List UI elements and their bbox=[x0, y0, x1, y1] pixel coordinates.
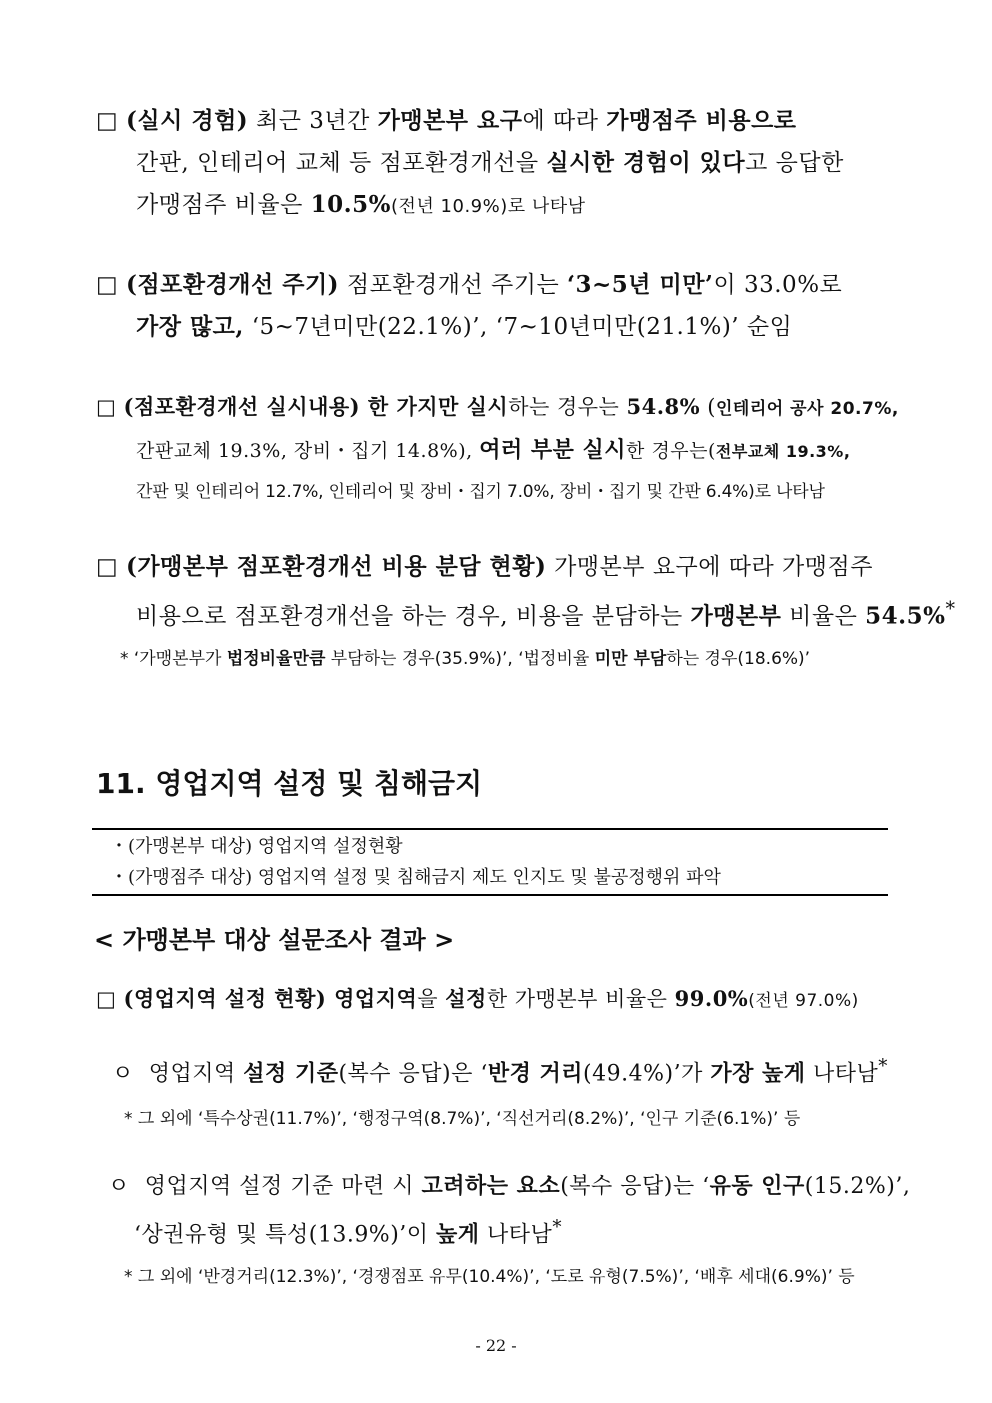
text: (15.2%)’, bbox=[804, 1174, 911, 1199]
topic-label: (영업지역 설정 현황) 영업지역 bbox=[123, 986, 418, 1011]
emphasis: 가장 많고, bbox=[136, 313, 244, 340]
section-title: 11. 영업지역 설정 및 침해금지 bbox=[96, 767, 483, 800]
emphasis: 99.0% bbox=[674, 986, 749, 1011]
text: 이 33.0%로 bbox=[713, 272, 843, 298]
text: 간판, 인테리어 교체 등 점포환경개선을 bbox=[136, 150, 547, 176]
text: (49.4%)’가 bbox=[583, 1061, 711, 1087]
text: 하는 경우(18.6%)’ bbox=[666, 649, 811, 669]
footnote-cost-sharing bbox=[120, 644, 810, 674]
paragraph-line bbox=[96, 546, 906, 588]
paragraph-line bbox=[96, 100, 906, 142]
text: 간판교체 19.3%, 장비・집기 14.8%), bbox=[136, 440, 480, 462]
text: 고 응답한 bbox=[745, 150, 844, 176]
checkbox-marker: □ bbox=[96, 272, 119, 298]
paragraph-line bbox=[96, 306, 906, 348]
emphasis: 전부교체 19.3%, bbox=[715, 442, 851, 461]
bullet-marker: ㅇ bbox=[108, 1174, 130, 1199]
paragraph-improvement-cycle bbox=[96, 264, 906, 348]
emphasis: 미만 부담 bbox=[594, 649, 667, 669]
emphasis: 법정비율만큼 bbox=[226, 649, 326, 669]
topic-label: (가맹본부 점포환경개선 비용 분담 현황) bbox=[126, 553, 547, 580]
emphasis: 설정 bbox=[445, 986, 487, 1011]
checkbox-marker: □ bbox=[96, 554, 119, 580]
paragraph-line bbox=[96, 142, 906, 184]
text: 점포환경개선 주기는 bbox=[339, 272, 567, 298]
text: 하는 경우는 bbox=[508, 395, 627, 419]
text: 나타남 bbox=[479, 1222, 553, 1248]
topic-label: (점포환경개선 실시내용) 한 가지만 실시 bbox=[123, 394, 509, 419]
paragraph-line bbox=[96, 264, 906, 306]
page-number: - 22 - bbox=[475, 1336, 517, 1355]
footnote-mark: * bbox=[878, 1056, 888, 1077]
text: ( bbox=[700, 395, 716, 419]
topic-label: (점포환경개선 주기) bbox=[126, 271, 340, 298]
emphasis: 54.5% bbox=[865, 602, 946, 630]
paragraph-line bbox=[96, 978, 906, 1022]
emphasis: 반경 거리 bbox=[487, 1060, 584, 1087]
text: ‘5~7년미만(22.1%)’, ‘7~10년미만(21.1%)’ 순임 bbox=[243, 314, 793, 340]
emphasis: 실시한 경험이 있다 bbox=[546, 149, 746, 176]
topic-label: (실시 경험) bbox=[126, 107, 249, 134]
survey-subheading: < 가맹본부 대상 설문조사 결과 > bbox=[94, 926, 455, 954]
text: ‘상권유형 및 특성(13.9%)’이 bbox=[134, 1222, 437, 1248]
emphasis: 가맹점주 비용으로 bbox=[606, 107, 797, 134]
footnote-setting-criteria: * 그 외에 ‘특수상권(11.7%)’, ‘행정구역(8.7%)’, ‘직선거리(8.2%)’, ‘인구 기준(6.1%)’ 등 bbox=[124, 1109, 801, 1129]
text: 최근 3년간 bbox=[248, 108, 378, 134]
text: 가맹점주 비율은 bbox=[136, 192, 311, 218]
text: 가맹본부 요구에 따라 가맹점주 bbox=[546, 554, 873, 580]
text: 을 bbox=[417, 987, 446, 1011]
paragraph-cost-sharing bbox=[96, 546, 956, 638]
emphasis: 여러 부분 실시 bbox=[479, 437, 627, 463]
emphasis: 높게 bbox=[436, 1221, 480, 1248]
checkbox-marker: □ bbox=[96, 108, 119, 134]
paragraph-line bbox=[96, 430, 906, 472]
emphasis: 설정 기준 bbox=[243, 1060, 339, 1087]
emphasis: 가맹본부 bbox=[690, 602, 782, 630]
bullet-setting-criteria bbox=[112, 1046, 912, 1094]
paragraph-line bbox=[96, 588, 956, 638]
text: 영업지역 bbox=[148, 1061, 244, 1087]
emphasis: 고려하는 요소 bbox=[421, 1173, 561, 1199]
emphasis: 인테리어 공사 20.7%, bbox=[716, 399, 899, 419]
scope-item: ・(가맹점주 대상) 영업지역 설정 및 침해금지 제도 인지도 및 불공정행위 파악 bbox=[110, 867, 721, 888]
text: * ‘가맹본부가 bbox=[120, 649, 227, 669]
text: (복수 응답)은 ‘ bbox=[338, 1061, 488, 1087]
text: (전년 10.9%)로 나타남 bbox=[391, 196, 586, 217]
scope-item: ・(가맹본부 대상) 영업지역 설정현황 bbox=[110, 836, 403, 857]
bullet-marker: ㅇ bbox=[112, 1061, 134, 1087]
emphasis: ‘3~5년 미만’ bbox=[566, 271, 714, 298]
paragraph-line bbox=[112, 1046, 912, 1094]
paragraph-line bbox=[108, 1166, 911, 1207]
emphasis: 54.8% bbox=[626, 394, 701, 419]
paragraph-line bbox=[96, 472, 906, 513]
emphasis: 10.5% bbox=[310, 191, 392, 218]
paragraph-line bbox=[96, 184, 906, 227]
text: 에 따라 bbox=[522, 108, 607, 134]
text: 비율은 bbox=[781, 603, 866, 630]
paragraph-business-area-setting bbox=[96, 978, 906, 1022]
paragraph-implementation-experience bbox=[96, 100, 906, 227]
text: 비용으로 점포환경개선을 하는 경우, 비용을 분담하는 bbox=[136, 603, 691, 630]
text: 부담하는 경우(35.9%)’, ‘법정비율 bbox=[325, 649, 595, 669]
text: 간판 및 인테리어 12.7%, 인테리어 및 장비・집기 7.0%, 장비・집기 및 간판 6.4%)로 나타남 bbox=[136, 482, 825, 502]
text: (전년 97.0%) bbox=[748, 991, 859, 1011]
text: 영업지역 설정 기준 마련 시 bbox=[144, 1174, 422, 1199]
emphasis: 가장 높게 bbox=[710, 1060, 806, 1087]
paragraph-improvement-content bbox=[96, 386, 906, 513]
checkbox-marker: □ bbox=[96, 987, 117, 1011]
footnote-mark: * bbox=[945, 597, 956, 620]
paragraph-line bbox=[96, 386, 906, 430]
text: 한 가맹본부 비율은 bbox=[486, 987, 675, 1011]
text: 한 경우는( bbox=[626, 440, 716, 462]
emphasis: 유동 인구 bbox=[709, 1173, 805, 1199]
footnote-consideration-factors: * 그 외에 ‘반경거리(12.3%)’, ‘경쟁점포 유무(10.4%)’, ‘도로 유형(7.5%)’, ‘배후 세대(6.9%)’ 등 bbox=[124, 1267, 855, 1287]
paragraph-line bbox=[108, 1207, 908, 1255]
text: (복수 응답)는 ‘ bbox=[560, 1174, 710, 1199]
checkbox-marker: □ bbox=[96, 395, 117, 419]
footnote-mark: * bbox=[552, 1217, 562, 1238]
emphasis: 가맹본부 요구 bbox=[377, 107, 523, 134]
bullet-consideration-factors bbox=[108, 1166, 911, 1255]
scope-box bbox=[92, 828, 888, 896]
text: 나타남 bbox=[805, 1061, 879, 1087]
